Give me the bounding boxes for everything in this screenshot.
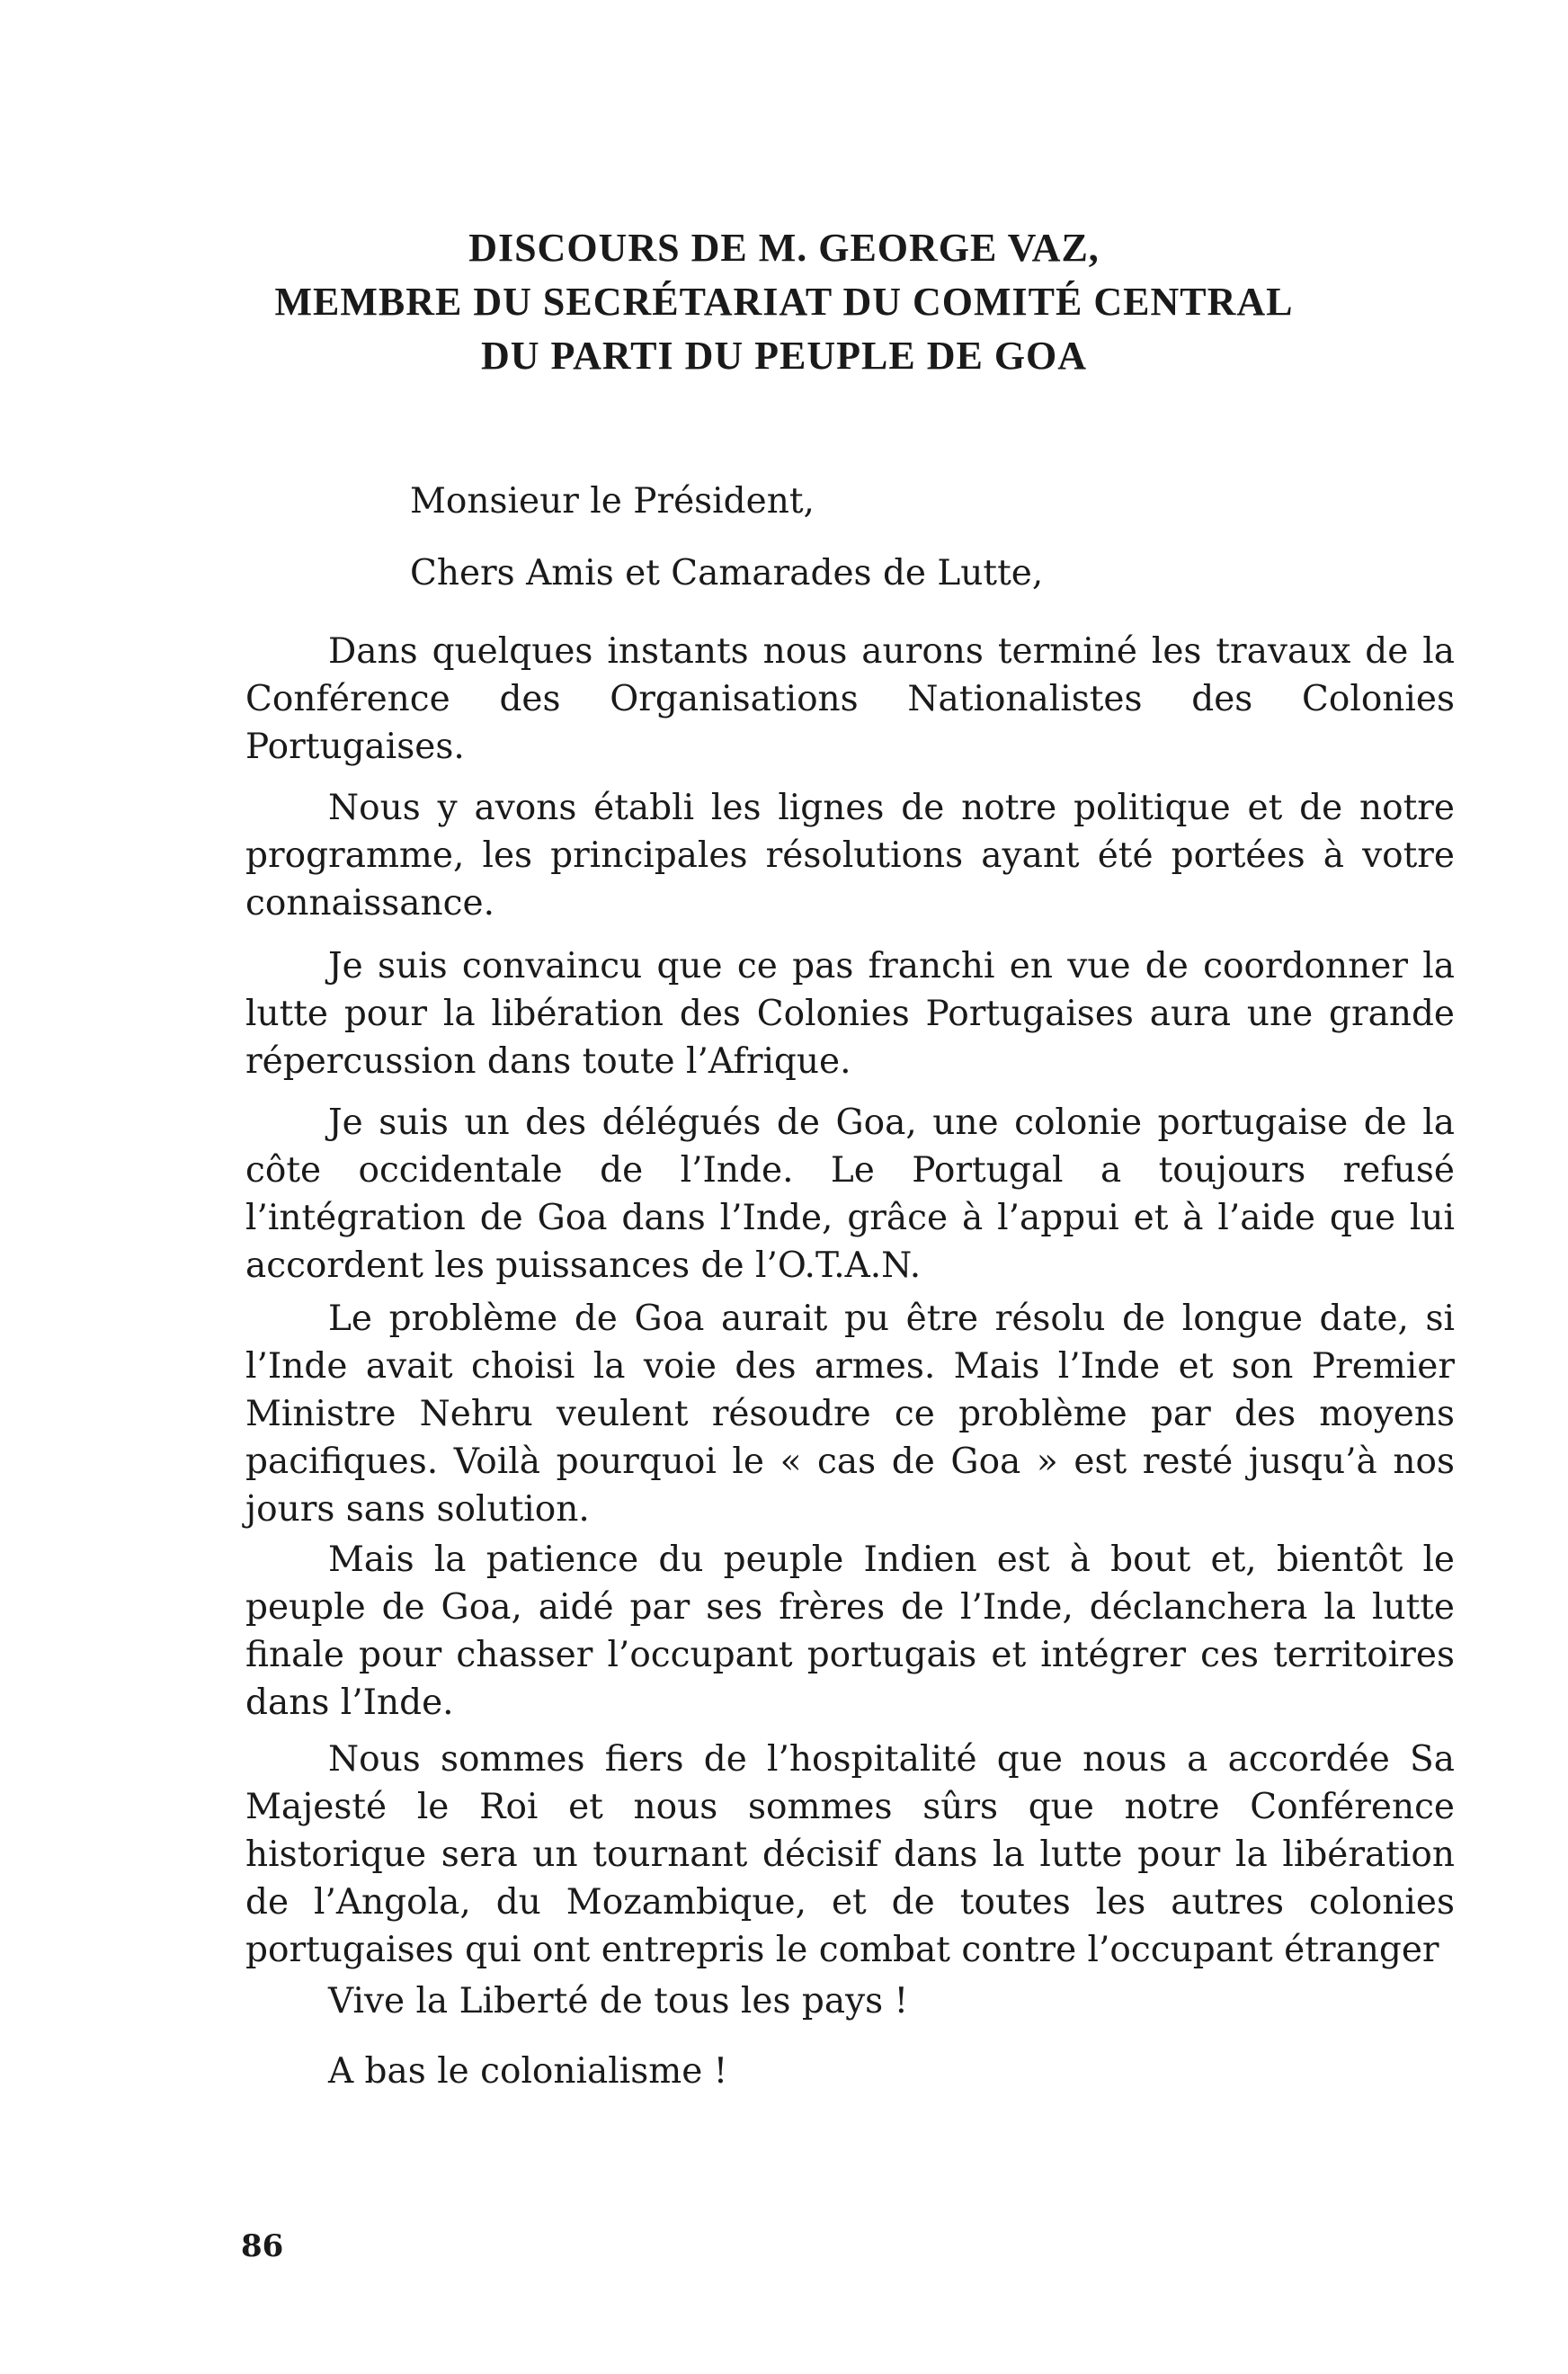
paragraph-4: Je suis un des délégués de Goa, une colonie portugaise de la côte occidentale de l’Inde. Le Portugal a toujours refusé l’intégration de Goa dans l’Inde, grâce à l’appui et à l’aide que lui accordent les puissances de l’O.T.A.N. <box>245 1102 1455 1286</box>
title-line-3: DU PARTI DU PEUPLE DE GOA <box>480 334 1088 378</box>
paragraph-7: Nous sommes fiers de l’hospitalité que nous a accordée Sa Majesté le Roi et nous sommes sûrs que notre Conférence historique sera un tournant décisif dans la lutte pour la libération de l’Angola, du Mozambique, et de toutes les autres colonies portugaises qui ont entrepris le combat contre l’occupant étranger <box>245 1739 1455 1970</box>
paragraph-1: Dans quelques instants nous aurons terminé les travaux de la Conférence des Organisations Nationalistes des Colonies Portugaises. <box>245 631 1455 767</box>
title-line-1: DISCOURS DE M. GEORGE VAZ, <box>468 226 1100 270</box>
paragraph-5: Le problème de Goa aurait pu être résolu de longue date, si l’Inde avait choisi la voie des armes. Mais l’Inde et son Premier Ministre Nehru veulent résoudre ce problème par des moyens pacifiques. Voilà pourquoi le « cas de Goa » est resté jusqu’à nos jours sans solution. <box>245 1299 1455 1530</box>
title-line-2: MEMBRE DU SECRÉTARIAT DU COMITÉ CENTRAL <box>274 280 1294 324</box>
paragraph-2: Nous y avons établi les lignes de notre politique et de notre programme, les principales résolutions ayant été portées à votre connaissance. <box>245 788 1455 924</box>
closing-liberty: Vive la Liberté de tous les pays ! <box>328 1981 909 2021</box>
paragraph-6: Mais la patience du peuple Indien est à bout et, bientôt le peuple de Goa, aidé par ses frères de l’Inde, déclanchera la lutte finale pour chasser l’occupant portugais et intégrer ces territoires dans l’Inde. <box>245 1540 1455 1723</box>
page-number: 86 <box>241 2228 284 2264</box>
salutation-president: Monsieur le Président, <box>410 481 815 522</box>
salutation-friends: Chers Amis et Camarades de Lutte, <box>410 553 1044 594</box>
closing-colonialism: A bas le colonialisme ! <box>328 2051 728 2092</box>
paragraph-3: Je suis convaincu que ce pas franchi en vue de coordonner la lutte pour la libération des Colonies Portugaises aura une grande répercussion dans toute l’Afrique. <box>245 946 1455 1082</box>
